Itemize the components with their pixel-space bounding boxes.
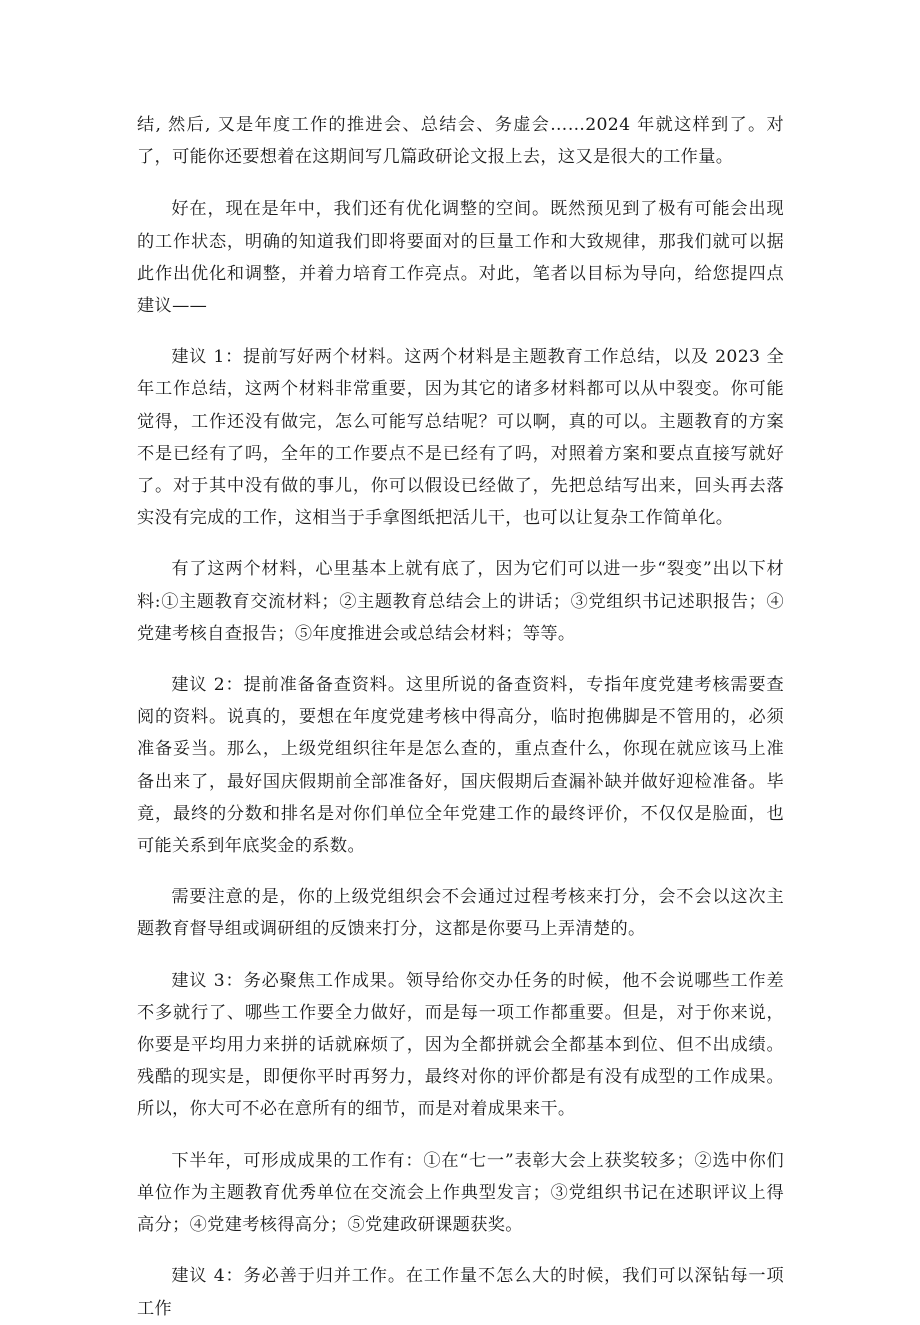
paragraph-suggestion-1: 建议 1：提前写好两个材料。这两个材料是主题教育工作总结，以及 2023 全年工作总结，这两个材料非常重要，因为其它的诸多材料都可以从中裂变。你可能觉得，工作还没有做完，怎么可能写总结呢？可以啊，真的可以。主题教育的方案不是已经有了吗，全年的工作要点不是已经有了吗，对照着方案和要点直接写就好了。对于其中没有做的事儿，你可以假设已经做了，先把总结写出来，回头再去落实没有完成的工作，这相当于手拿图纸把活儿干，也可以让复杂工作简单化。: [137, 347, 784, 529]
paragraph-suggestion-2: 建议 2：提前准备备查资料。这里所说的备查资料，专指年度党建考核需要查阅的资料。说真的，要想在年度党建考核中得高分，临时抱佛脚是不管用的，必须准备妥当。那么，上级党组织往年是怎么查的，重点查什么，你现在就应该马上准备出来了，最好国庆假期前全部准备好，国庆假期后查漏补缺并做好迎检准备。毕竟，最终的分数和排名是对你们单位全年党建工作的最终评价，不仅仅是脸面，也可能关系到年底奖金的系数。: [137, 675, 784, 857]
paragraph-continuation: 结, 然后, 又是年度工作的推进会、总结会、务虚会……2024 年就这样到了。对了，可能你还要想着在这期间写几篇政研论文报上去，这又是很大的工作量。: [137, 115, 784, 168]
paragraph-suggestion-3-detail: 下半年，可形成成果的工作有：①在“七一”表彰大会上获奖较多；②选中你们单位作为主题教育优秀单位在交流会上作典型发言；③党组织书记在述职评议上得高分；④党建考核得高分；⑤党建政研课题获奖。: [137, 1150, 784, 1236]
paragraph-suggestion-3: 建议 3：务必聚焦工作成果。领导给你交办任务的时候，他不会说哪些工作差不多就行了、哪些工作要全力做好，而是每一项工作都重要。但是，对于你来说，你要是平均用力来拼的话就麻烦了，因为全都拼就会全都基本到位、但不出成绩。残酷的现实是，即便你平时再努力，最终对你的评价都是有没有成型的工作成果。所以，你大可不必在意所有的细节，而是对着成果来干。: [137, 970, 784, 1120]
paragraph-suggestion-2-note: 需要注意的是，你的上级党组织会不会通过过程考核来打分，会不会以这次主题教育督导组或调研组的反馈来打分，这都是你要马上弄清楚的。: [137, 887, 784, 940]
paragraph-suggestion-1-detail: 有了这两个材料，心里基本上就有底了，因为它们可以进一步“裂变”出以下材料:①主题教育交流材料；②主题教育总结会上的讲话；③党组织书记述职报告；④党建考核自查报告；⑤年度推进会或总结会材料；等等。: [137, 559, 784, 644]
paragraph-intro: 好在，现在是年中，我们还有优化调整的空间。既然预见到了极有可能会出现的工作状态，明确的知道我们即将要面对的巨量工作和大致规律，那我们就可以据此作出优化和调整，并着力培育工作亮点。对此，笔者以目标为导向，给您提四点建议——: [137, 199, 784, 317]
paragraph-suggestion-4: 建议 4：务必善于归并工作。在工作量不怎么大的时候，我们可以深钻每一项工作: [137, 1266, 784, 1319]
